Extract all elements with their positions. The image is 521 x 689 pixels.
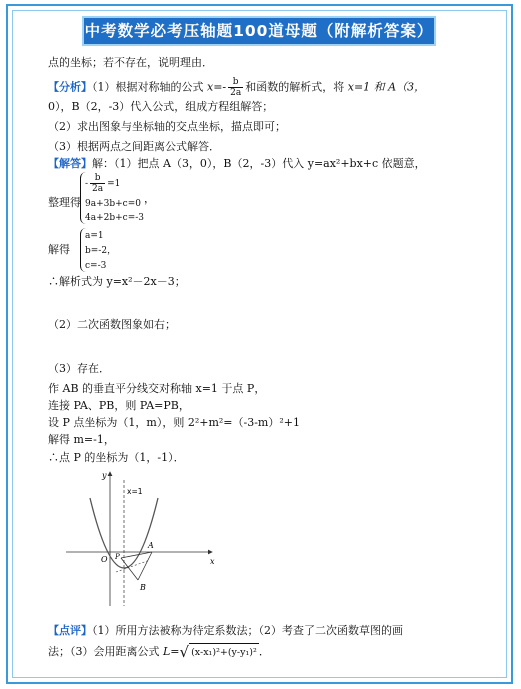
fraction-denominator: 2a	[230, 88, 242, 98]
analysis-text-1a: （1）根据对称轴的公式	[92, 80, 207, 94]
analysis-line-3: （2）求出图象与坐标轴的交点坐标，描点即可；	[48, 120, 286, 133]
equation-system-2	[80, 228, 116, 272]
system1-row-1	[85, 172, 144, 196]
analysis-formula: x=-	[207, 80, 227, 94]
analysis-line-4: （3）根据两点之间距离公式解答．	[48, 140, 220, 153]
system1-row-2: 9a+3b+c=0	[85, 199, 141, 209]
comment-tag: 【点评】	[48, 624, 92, 637]
comment-text-2c: ．	[258, 645, 270, 658]
point-a-label: A	[148, 541, 154, 550]
symmetry-line-label: x=1	[127, 487, 143, 496]
part3-step-5: ∴点 P 的坐标为（1，-1）．	[48, 451, 185, 464]
solve-label: 解得	[48, 243, 70, 256]
analysis-line-1	[48, 77, 425, 98]
part2-line: （2）二次函数图象如右；	[48, 318, 176, 331]
system1-row1-suffix: =1	[107, 179, 121, 189]
system1-comma: ，	[144, 192, 155, 205]
system1-minus: -	[85, 179, 89, 189]
system1-row-3: 4a+2b+c=-3	[85, 213, 145, 223]
segment-pa	[121, 552, 152, 558]
comment-formula: L=	[163, 645, 180, 658]
organize-label: 整理得	[48, 196, 81, 209]
part3-step-4: 解得 m=-1，	[48, 433, 115, 446]
comment-line-1	[48, 624, 403, 638]
solution-line-1	[48, 157, 426, 171]
parabola-graph	[66, 468, 216, 608]
solution-text-1: 解：（1）把点 A（3，0），B（2，-3）代入 y=ax²+bx+c 依题意，	[92, 157, 426, 170]
y-axis-label: y	[102, 471, 107, 480]
system1-denominator: 2a	[92, 184, 104, 194]
system1-fraction	[90, 173, 105, 194]
analysis-fraction	[228, 77, 243, 98]
system2-row-3: c=-3	[85, 261, 107, 271]
solution-tag: 【解答】	[48, 157, 92, 170]
origin-label: O	[101, 555, 108, 564]
part3-line: （3）存在．	[48, 362, 110, 375]
intro-text: 点的坐标；若不存在，说明理由．	[48, 56, 213, 69]
comment-text-2a: 法；（3）会用距离公式	[48, 645, 163, 658]
x-axis-label: x	[210, 557, 215, 566]
result-line: ∴解析式为 y=x²－2x－3；	[48, 275, 186, 288]
equation-system-1	[80, 172, 144, 224]
segment-pb	[121, 558, 138, 580]
part3-step-2: 连接 PA、PB，则 PA=PB，	[48, 399, 190, 412]
segment-ab	[138, 552, 152, 580]
comment-text-1: （1）所用方法被称为待定系数法；（2）考查了二次函数草图的画	[92, 624, 403, 637]
system2-row-2: b=-2，	[85, 246, 117, 256]
sqrt-expression: (x-x₁)²+(y-y₁)²	[189, 643, 259, 662]
comment-line-2	[48, 643, 270, 662]
part3-step-3: 设 P 点坐标为（1，m），则 2²+m²=（-3-m）²+1	[48, 416, 300, 429]
page-title-banner: 中考数学必考压轴题100道母题（附解析答案）	[84, 18, 434, 44]
analysis-line-2: 0），B（2，-3）代入公式，组成方程组解答；	[48, 100, 274, 113]
point-b-label: B	[140, 583, 146, 592]
system2-row-1: a=1	[85, 231, 104, 241]
analysis-tag: 【分析】	[48, 80, 92, 94]
part3-step-1: 作 AB 的垂直平分线交对称轴 x=1 于点 P，	[48, 382, 266, 395]
fraction-numerator: b	[228, 77, 243, 88]
analysis-text-1c: 和函数的解析式，将	[245, 80, 348, 94]
system1-numerator: b	[90, 173, 105, 184]
analysis-text-1d: x=1 和 A（3，	[347, 80, 426, 94]
sqrt-sign: √	[179, 643, 190, 661]
point-p-label: P	[115, 553, 120, 561]
